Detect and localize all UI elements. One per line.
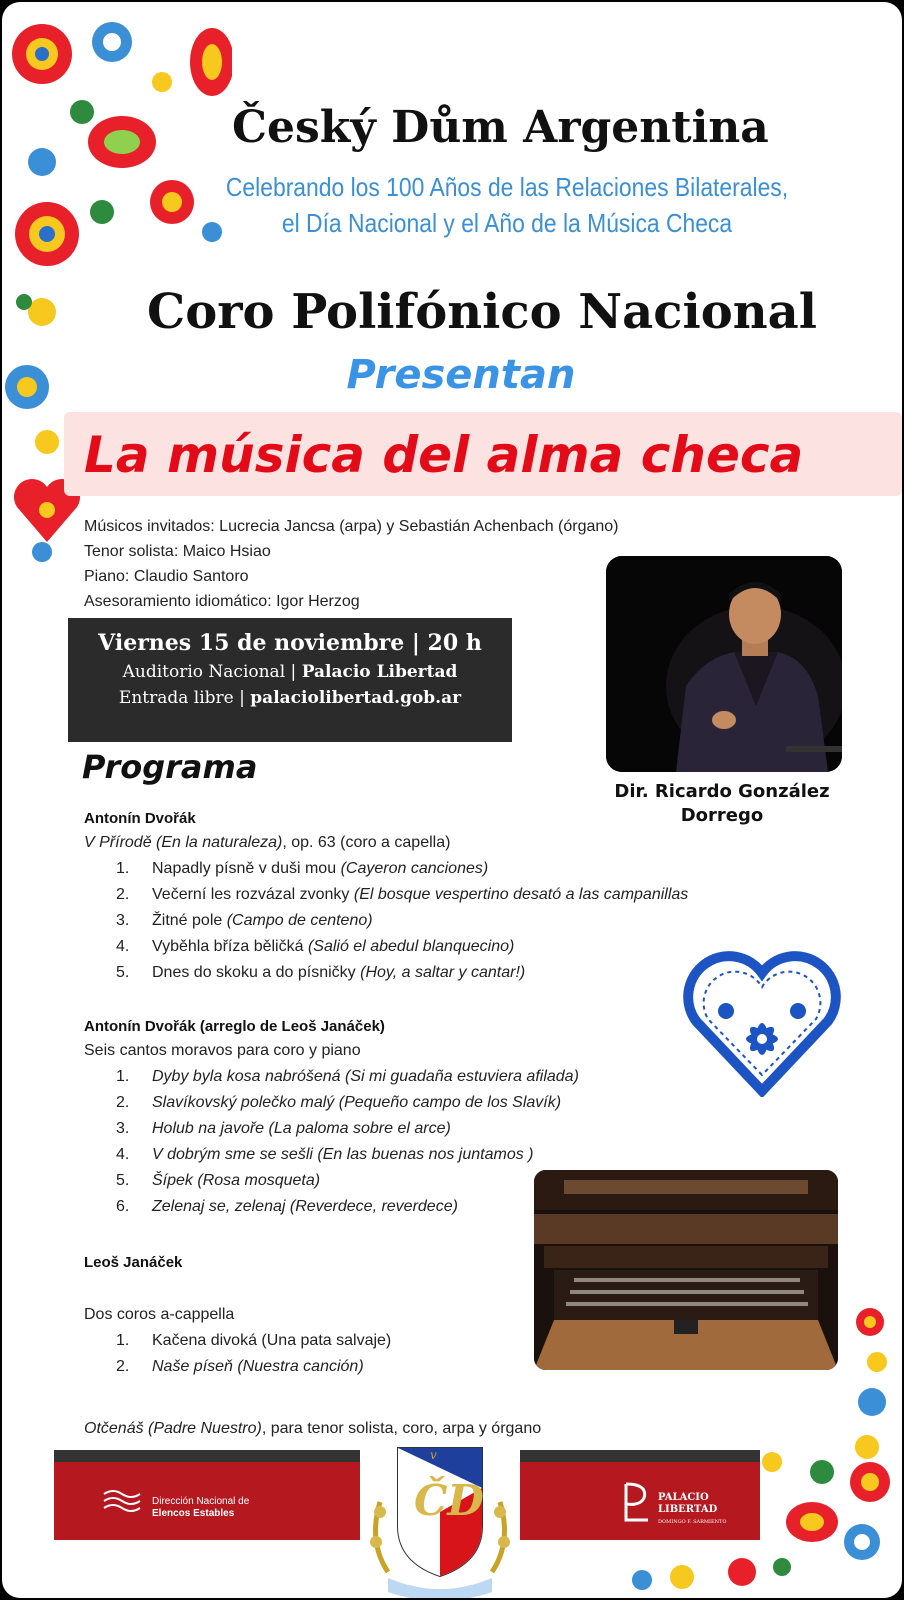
list-item: 2. Slavíkovský polečko malý (Pequeño campo de los Slavík) (116, 1094, 562, 1111)
section1-composer: Antonín Dvořák (84, 810, 196, 827)
credit-tenor: Tenor solista: Maico Hsiao (84, 543, 271, 560)
list-item: 6. Zelenaj se, zelenaj (Reverdece, reverdece) (116, 1198, 458, 1215)
crest-letters: ČD (414, 1476, 484, 1525)
director-name-line1: Dir. Ricardo González (614, 781, 830, 802)
section2-work: Seis cantos moravos para coro y piano (84, 1042, 361, 1059)
closing-work-detail: , para tenor solista, coro, arpa y órgano (261, 1420, 542, 1437)
cesky-dum-crest (368, 1442, 512, 1598)
director-photo (606, 556, 842, 772)
section1-work-detail: , op. 63 (coro a capella) (282, 834, 451, 851)
section1-work-title: V Přírodě (En la naturaleza) (84, 834, 283, 851)
list-item: 4. Vyběhla bříza běličká (Salió el abedul blanquecino) (116, 938, 515, 955)
event-info-box (68, 618, 512, 742)
event-time: 20 h (427, 630, 482, 656)
folk-heart-icon (682, 947, 842, 1097)
flower-icon (12, 24, 72, 84)
closing-work (84, 1420, 541, 1438)
program-heading: Programa (82, 748, 258, 786)
event-entry-line: Entrada libre | palaciolibertad.gob.ar (118, 688, 462, 708)
list-item: 3. Žitné pole (Campo de centeno) (116, 912, 373, 929)
director-caption (572, 780, 872, 828)
entry-info: Entrada libre (118, 688, 234, 708)
list-item: 1. Kačena divoká (Una pata salvaje) (116, 1332, 392, 1349)
list-item: 2. Večerní les rozvázal zvonky (El bosque vespertino desató a las campanillas (116, 886, 689, 903)
director-name-line2: Dorrego (680, 805, 764, 826)
list-item: 3. Holub na javoře (La paloma sobre el arce) (116, 1120, 451, 1137)
list-item: 2. Naše píseň (Nuestra canción) (116, 1358, 364, 1375)
footer-left-bar (54, 1450, 360, 1540)
list-item: 4. V dobrým sme se sešli (En las buenas nos juntamos ) (116, 1146, 534, 1163)
credit-language-advice: Asesoramiento idiomático: Igor Herzog (84, 593, 360, 610)
credits-block (84, 514, 619, 614)
section3-work: Dos coros a-cappella (84, 1306, 235, 1323)
list-item: 1. Dyby byla kosa nabróšená (Si mi guadaña estuviera afilada) (116, 1068, 579, 1085)
footer-right-org: PALACIO LIBERTAD DOMINGO F. SARMIENTO (658, 1492, 727, 1525)
section3-composer: Leoš Janáček (84, 1254, 183, 1271)
director-silhouette-icon (606, 556, 842, 772)
event-venue-line: Auditorio Nacional | Palacio Libertad (122, 662, 458, 682)
org-title: Český Dům Argentina (232, 102, 769, 153)
presentan-label: Presentan (346, 352, 576, 398)
event-date: Viernes 15 de noviembre (98, 630, 405, 656)
list-item: 5. Dnes do skoku a do písničky (Hoy, a saltar y cantar!) (116, 964, 526, 981)
section2-composer: Antonín Dvořák (arreglo de Leoš Janáček) (84, 1018, 385, 1035)
list-item: 1. Napadly písně v duši mou (Cayeron canciones) (116, 860, 489, 877)
subtitle-line-2: el Día Nacional y el Año de la Música Checa (281, 208, 733, 238)
list-item: 5. Šípek (Rosa mosqueta) (116, 1172, 321, 1189)
elencos-logo-icon (102, 1486, 144, 1516)
credit-guest-musicians: Músicos invitados: Lucrecia Jancsa (arpa) y Sebastián Achenbach (órgano) (84, 518, 619, 535)
palacio-libertad-logo-icon (620, 1480, 654, 1524)
event-date-line: Viernes 15 de noviembre | 20 h (98, 630, 482, 656)
venue-hall: Auditorio Nacional (122, 662, 286, 682)
section1-work (84, 834, 450, 852)
concert-hall-photo (534, 1170, 838, 1370)
venue-building: Palacio Libertad (301, 662, 458, 682)
credit-piano: Piano: Claudio Santoro (84, 568, 249, 585)
concert-title: La música del alma checa (84, 426, 804, 484)
closing-work-title: Otčenáš (Padre Nuestro) (84, 1420, 262, 1437)
concert-hall-image (534, 1170, 838, 1370)
concert-poster (2, 2, 902, 1598)
crest-small-letter: v (430, 1448, 437, 1462)
footer-left-org: Dirección Nacional de Elencos Estables (152, 1496, 250, 1519)
subtitle-line-1: Celebrando los 100 Años de las Relaciones Bilaterales, (225, 172, 789, 202)
choir-title: Coro Polifónico Nacional (147, 284, 817, 340)
event-website: palaciolibertad.gob.ar (250, 688, 462, 708)
